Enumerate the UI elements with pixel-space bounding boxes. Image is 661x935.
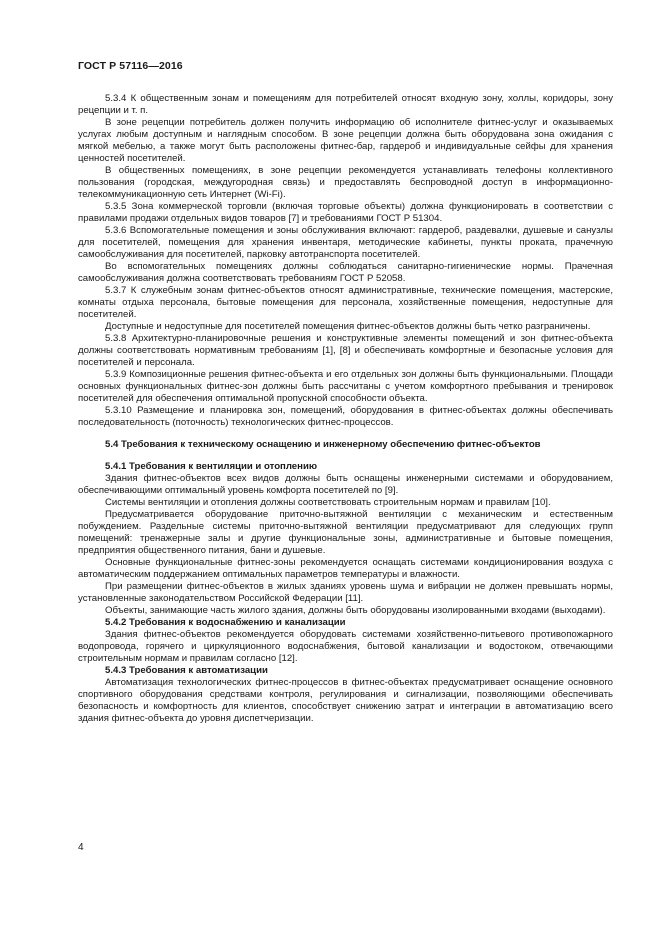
paragraph: 5.3.5 Зона коммерческой торговли (включая торговые объекты) должна функционировать в соответствии с правилами продажи отдельных видов товаров [7] и требованиями ГОСТ Р 51304. xyxy=(78,201,613,224)
page-number: 4 xyxy=(78,842,84,853)
paragraph: Здания фитнес-объектов рекомендуется оборудовать системами хозяйственно-питьевого противопожарного водопровода, горячего и циркуляционного водоснабжения, бытовой канализации и водостоком, отвечающими строительным нормам и правилам согласно [12]. xyxy=(78,629,613,664)
paragraph: Предусматривается оборудование приточно-вытяжной вентиляции с механическим и естественным побуждением. Раздельные системы приточно-вытяжной вентиляции предусматривают для следующих групп помещений: тренажерные залы и другие функциональные зоны, административные и бытовые помещения, предприятия общественного питания, бани и душевые. xyxy=(78,509,613,556)
paragraph: Основные функциональные фитнес-зоны рекомендуется оснащать системами кондиционирования воздуха с автоматическим поддержанием оптимальных параметров температуры и влажности. xyxy=(78,557,613,580)
paragraph: 5.3.8 Архитектурно-планировочные решения и конструктивные элементы помещений и зон фитнес-объекта должны соответствовать нормативным требованиям [1], [8] и обеспечивать комфортные и безопасные условия для посетителей и персонала. xyxy=(78,333,613,368)
paragraph: При размещении фитнес-объектов в жилых зданиях уровень шума и вибрации не должен превышать нормы, установленные законодательством Российской Федерации [11]. xyxy=(78,581,613,604)
document-body xyxy=(78,93,613,725)
section-heading: 5.4 Требования к техническому оснащению и инженерному обеспечению фитнес-объектов xyxy=(105,439,541,450)
section-heading: 5.4.3 Требования к автоматизации xyxy=(105,665,268,676)
paragraph: Здания фитнес-объектов всех видов должны быть оснащены инженерными системами и оборудованием, обеспечивающими оптимальный уровень комфорта посетителей по [9]. xyxy=(78,473,613,496)
paragraph: Объекты, занимающие часть жилого здания, должны быть оборудованы изолированными входами (выходами). xyxy=(105,605,606,616)
section-heading: 5.4.2 Требования к водоснабжению и канализации xyxy=(105,617,346,628)
paragraph: В зоне рецепции потребитель должен получить информацию об исполнителе фитнес-услуг и оказываемых услугах любым доступным и наглядным способом. В зоне рецепции должна быть оборудована зона ожидания с мягкой мебелью, а также могут быть расположены фитнес-бар, гардероб и индивидуальные сейфы для хранения ценностей посетителей. xyxy=(78,117,613,164)
paragraph: 5.3.9 Композиционные решения фитнес-объекта и его отдельных зон должны быть функциональными. Площади основных функциональных фитнес-зон должны быть рассчитаны с учетом комфортного пребывания и тренировок посетителей для обеспечения оптимальной пропускной способности объекта. xyxy=(78,369,613,404)
paragraph: 5.3.6 Вспомогательные помещения и зоны обслуживания включают: гардероб, раздевалки, душевые и санузлы для посетителей, помещения для хранения инвентаря, методические кабинеты, пункты проката, прачечную самообслуживания для посетителей, парковку автотранспорта посетителей. xyxy=(78,225,613,260)
paragraph: 5.3.10 Размещение и планировка зон, помещений, оборудования в фитнес-объектах должны обеспечивать последовательность (поточность) технологических фитнес-процессов. xyxy=(78,405,613,428)
paragraph: Системы вентиляции и отопления должны соответствовать строительным нормам и правилам [10]. xyxy=(105,497,551,508)
document-code-header: ГОСТ Р 57116—2016 xyxy=(78,60,183,72)
paragraph: Автоматизация технологических фитнес-процессов в фитнес-объектах предусматривает оснащение основного спортивного оборудования средствами контроля, регулирования и сигнализации, позволяющими обеспечивать безопасность и комфортность для клиентов, способствует снижению затрат и интеграции в автоматизацию всего здания фитнес-объекта до уровня диспетчеризации. xyxy=(78,677,613,724)
paragraph: В общественных помещениях, в зоне рецепции рекомендуется устанавливать телефоны коллективного пользования (городская, междугородная связь) и предоставлять беспроводной доступ в информационно-телекоммуникационную сеть Интернет (Wi-Fi). xyxy=(78,165,613,200)
paragraph: Доступные и недоступные для посетителей помещения фитнес-объектов должны быть четко разграничены. xyxy=(105,321,591,332)
paragraph: 5.3.4 К общественным зонам и помещениям для потребителей относят входную зону, холлы, коридоры, зону рецепции и т. п. xyxy=(78,93,613,116)
paragraph: Во вспомогательных помещениях должны соблюдаться санитарно-гигиенические нормы. Прачечная самообслуживания должна соответствовать требованиям ГОСТ Р 52058. xyxy=(78,261,613,284)
section-heading: 5.4.1 Требования к вентиляции и отоплению xyxy=(105,461,318,472)
paragraph: 5.3.7 К служебным зонам фитнес-объектов относят административные, технические помещения, мастерские, комнаты отдыха персонала, бытовые помещения для персонала, хозяйственные помещения, недоступные для посетителей. xyxy=(78,285,613,320)
